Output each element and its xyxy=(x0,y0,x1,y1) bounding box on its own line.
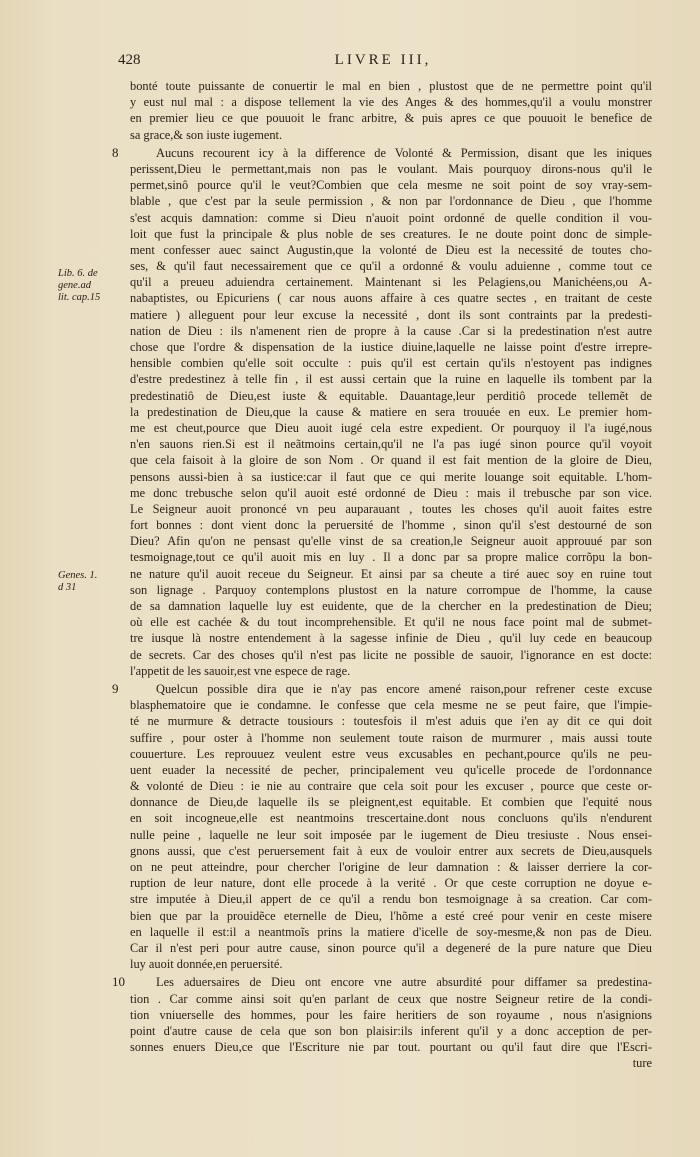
margin-note-line: lit. cap.15 xyxy=(58,292,101,303)
catchword: ture xyxy=(632,1056,652,1071)
text-line: me donc trebusche selon qu'il auoit esté ordonné de Dieu : mais il trebusche par son vice. xyxy=(130,485,652,500)
text-line: tesmoignage,tout ce qu'il auoit mis en luy . Il a donc par sa propre malice corrõpu la bon- xyxy=(130,550,652,565)
text-line: loit que fust la principale & plus noble de ses creatures. Ie ne doute point donc de simple- xyxy=(130,226,652,241)
text-line: Les aduersaires de Dieu ont encore vne autre absurdité pour diffamer sa predestina- xyxy=(156,975,652,990)
section-number: 10 xyxy=(112,974,125,990)
paragraph xyxy=(112,144,652,679)
running-head: LIVRE III, xyxy=(334,52,432,68)
text-line: Quelcun possible dira que ie n'ay pas encore amené raison,pour refrener ceste excuse xyxy=(156,681,652,696)
paragraph xyxy=(130,78,652,143)
text-line: ruption de leur nature, dont elle procede à la verité . Or que ceste corruption ne doyue e- xyxy=(130,876,652,891)
text-line: nulle peine , laquelle ne leur soit imposée par le iugement de Dieu tresiuste . Nous ensei- xyxy=(130,827,652,842)
text-line: n'en sauons rien.Si est il neãtmoins certain,qu'il ne l'a pas iugé sinon pource qu'il voyoit xyxy=(130,437,652,452)
text-line: nabaptistes, ou Epicuriens ( car nous auons affaire à ces quatre sectes , en traitant de ceste xyxy=(130,291,652,306)
text-line: fort bonnes : dont vient donc la peruersité de l'homme , sinon qu'il s'est destourné de son xyxy=(130,518,652,533)
text-line: où elle est cachée & du tout incomprehensible. Et qu'il ne nous face point mal de submet- xyxy=(130,615,652,630)
text-line: Aucuns recourent icy à la difference de Volonté & Permission, disant que les iniques xyxy=(156,145,652,160)
text-line: permet,sinô pource qu'il le veut?Combien que cela mesme ne soit point de soy vray-sem- xyxy=(130,178,652,193)
text-line: hensible combien qu'elle soit occulte : puis qu'il est certain qu'ils n'estoyent pas indignes xyxy=(130,356,652,371)
text-line: d'estre predestinez à telle fin , il est aussi certain que la ruine en laquelle ils tombent par la xyxy=(130,372,652,387)
text-line: que cela faisoit à la gloire de son Nom . Or quand il est fait mention de la gloire de Dieu, xyxy=(130,453,652,468)
text-line: sonnes enuers Dieu,ce que l'Escriture nie par tout. pourtant ou qu'il faut dire que l'Escri- xyxy=(130,1040,652,1055)
text-line: bonté toute puissante de conuertir le mal en bien , plustost que de ne permettre point qu'il xyxy=(130,79,652,93)
paragraph xyxy=(112,680,652,972)
text-line: stre imputée à Dieu,il appert de ce qu'il a rendu bon tesmoignage à sa creation. Car com- xyxy=(130,892,652,907)
text-line: pensons aussi-bien à sa iustice:car il faut que ce qui merite louange soit equitable. L'hom- xyxy=(130,469,652,484)
text-line: sa grace,& son iuste iugement. xyxy=(130,127,283,142)
text-line: me est cheut,pource que Dieu auoit iugé cela estre expedient. Or pourquoy il l'a iugé,nous xyxy=(130,420,652,435)
text-line: ne nature qu'il auoit receue du Seigneur. Et ainsi par sa cheute a tiré auec soy en ruine tout xyxy=(130,566,652,581)
margin-note-line: Genes. 1. xyxy=(58,570,98,581)
body-text xyxy=(112,78,652,1071)
text-line: en soit incogneue,elle est neantmoins trescertaine.dont nous concluons qu'ils n'endurent xyxy=(130,811,652,826)
text-line: couuerture. Les reprouuez veulent estre veus excusables en pechant,pource qu'ils ne peu- xyxy=(130,746,652,761)
margin-note-line: Lib. 6. de xyxy=(58,268,98,279)
text-line: bien que par la prouidẽce eternelle de Dieu, l'hõme a esté creé pour venir en ceste misere xyxy=(130,908,652,923)
text-line: son lignage . Parquoy contemplons plustost en la nature corrompue de l'homme, la cause xyxy=(130,582,652,597)
text-line: ses, & qu'il faut necessairement que ce qu'il a ordonné & voulu aduienne , comme tout ce xyxy=(130,259,652,274)
text-line: blable , que c'est par la seule permission , & non par l'ordonnance de Dieu , que l'homme xyxy=(130,194,652,209)
text-line: de secrets. Car des choses qu'il n'est pas licite ne possible de sauoir, l'ignorance en est docte: xyxy=(130,647,652,662)
text-line: té ne murmure & detracte tousiours : toutesfois il m'est aduis que i'en ay dit ce qui doit xyxy=(130,714,652,729)
text-line: qu'il a preueu aduiendra certainement. Maintenant si les Pelagiens,ou Manichéens,ou A- xyxy=(130,275,652,290)
text-line: point d'autre cause de cela que son bon plaisir:ils inferent qu'il y a donc acception de per- xyxy=(130,1023,652,1038)
text-line: perissent,Dieu le permettant,mais non pas le voulant. Mais pourquoy dirons-nous qu'il le xyxy=(130,161,652,176)
text-line: tion vniuerselle des hommes, pour les faire heritiers de son royaume , nous n'asignions xyxy=(130,1007,652,1022)
text-line: en premier lieu ce que pouuoit le franc arbitre, & puis apres ce que pouuoit le benefice de xyxy=(130,111,652,126)
margin-note-genesis xyxy=(58,570,118,594)
text-line: & volonté de Dieu : ie nie au contraire que cela soit pour les excuser , pource que ceste or- xyxy=(130,779,652,794)
margin-note-line: d 31 xyxy=(58,582,77,593)
text-line: Car il n'est peri pour autre cause, sinon pource qu'il a degeneré de la pure nature que Dieu xyxy=(130,940,652,955)
text-line: suffire , pour oster à l'homme non seulement toute raison de murmurer , mais aussi toute xyxy=(130,730,652,745)
text-line: la predestination de Dieu,que la cause & matiere en sera trouuée en eux. Le premier hom- xyxy=(130,404,652,419)
text-line: gnons aussi, que c'est peruersement fait à eux de vouloir entrer aux secrets de Dieu,ausquels xyxy=(130,843,652,858)
paragraph xyxy=(112,974,652,1055)
text-line: matiere ) alleguent pour leur excuse la necessité , dont ils sont contraints par la predesti- xyxy=(130,307,652,322)
text-line: de sa damnation laquelle luy est euidente, que de la chercher en la predestination de Dieu; xyxy=(130,599,652,613)
text-line: l'appetit de les sauoir,est vne espece de rage. xyxy=(130,663,351,678)
page-number: 428 xyxy=(118,52,141,68)
text-line: ment confesser auec sainct Augustin,que la volonté de Dieu est la necessité de toutes cho- xyxy=(130,242,652,257)
text-line: uent euader la necessité de pecher, principalement veu qu'icelle procede de l'ordonnance xyxy=(130,762,652,777)
text-line: blasphematoire que ie condamne. Ie confesse que cela mesme ne se peut faire, que l'impie- xyxy=(130,698,652,713)
section-number: 9 xyxy=(112,680,119,696)
text-line: s'est acquis damnation: comme si Dieu n'auoit point ordonné de quelle condition il vou- xyxy=(130,210,652,225)
text-line: Le Seigneur auoit prononcé vn peu auparauant , toutes les choses qu'il auoit faites estre xyxy=(130,501,652,516)
text-line: donnance de Dieu,de laquelle ils se pleignent,est equitable. Et combien que l'equité nous xyxy=(130,795,652,810)
margin-note-line: gene.ad xyxy=(58,280,91,291)
margin-note-augustine xyxy=(58,268,118,304)
text-line: nation de Dieu : ils n'amenent rien de propre à la cause .Car si la predestination n'est autre xyxy=(130,323,652,338)
text-line: tion . Car comme ainsi soit qu'en parlant de ceux que nostre Seigneur retire de la condi- xyxy=(130,991,652,1006)
section-number: 8 xyxy=(112,144,119,160)
page-header xyxy=(118,52,648,72)
text-line: on ne peut atteindre, pour chercher l'origine de leur damnation : & laisser derriere la cor- xyxy=(130,860,652,874)
text-line: Dieu? Afin qu'on ne pensast qu'elle vinst de sa creation,le Seigneur auoit approuué par son xyxy=(130,534,652,549)
text-line: tre iusque là nostre entendement à la sagesse infinie de Dieu , qu'il luy cede en beaucoup xyxy=(130,631,652,646)
text-line: chose que l'ordre & dispensation de la iustice diuine,laquelle ne laisse point d'estre irrepre- xyxy=(130,340,652,354)
text-line: predestinatiô de Dieu,est iuste & equitable. Dauantage,leur perditiô procede tellemẽt de xyxy=(130,388,652,403)
text-line: en laquelle il est:il a neantmoĩs prins la matiere d'icelle de soy-mesme,& non pas de Dieu. xyxy=(130,924,652,939)
text-line: luy auoit donnée,en peruersité. xyxy=(130,957,283,972)
text-line: y eust nul mal : a dispose tellement la vie des Anges & des hommes,qu'il a voulu monstrer xyxy=(130,95,652,110)
